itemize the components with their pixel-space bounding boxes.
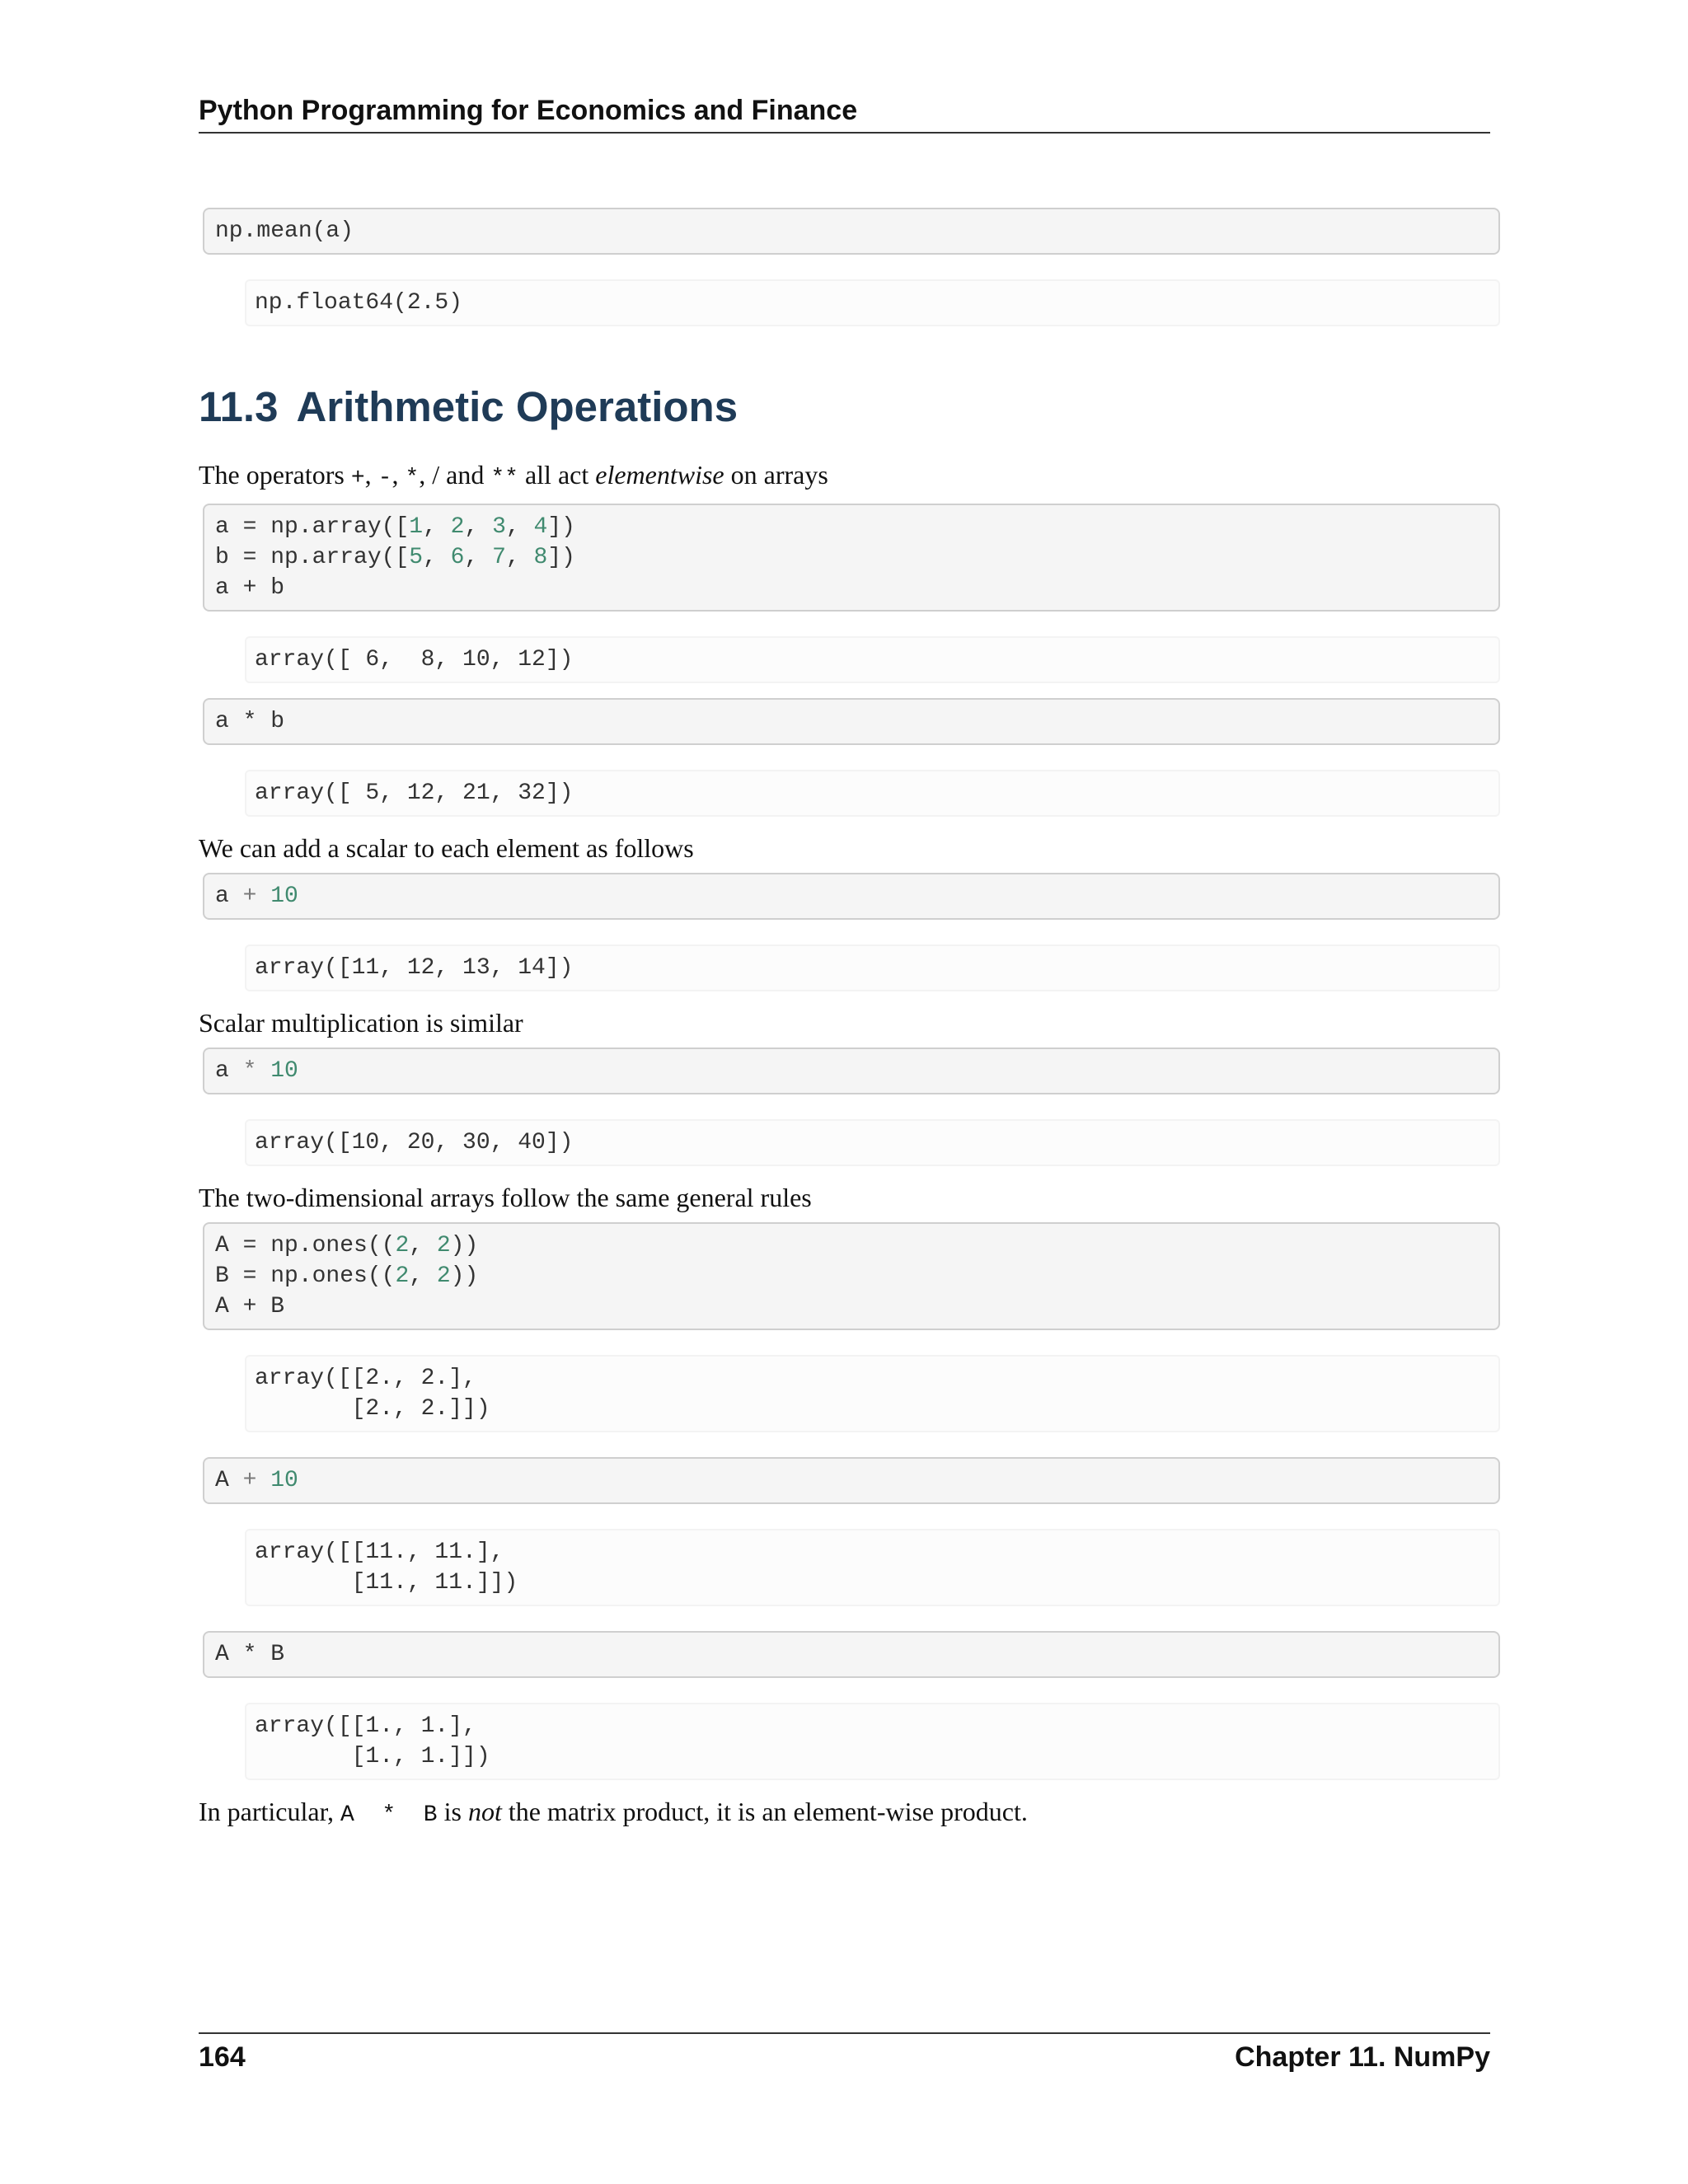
code-operator: * xyxy=(242,1058,257,1084)
code-number: 7 xyxy=(492,545,506,570)
section-title-text: Arithmetic Operations xyxy=(296,383,738,430)
code-output-scalar-add: array([11, 12, 13, 14]) xyxy=(245,944,1500,991)
para-text: on arrays xyxy=(724,460,828,490)
code-output-scalar-mult: array([10, 20, 30, 40]) xyxy=(245,1119,1500,1166)
code-output-mean: np.float64(2.5) xyxy=(245,279,1500,326)
code-token: )) xyxy=(450,1233,479,1258)
code-number: 1 xyxy=(409,514,424,540)
code-operator: + xyxy=(242,1468,257,1493)
para-text: , xyxy=(392,460,406,490)
code-input-product[interactable]: a * b xyxy=(203,698,1500,745)
code-number: 10 xyxy=(270,1468,298,1493)
code-token: A = np.ones(( xyxy=(215,1233,396,1258)
chapter-label: Chapter 11. NumPy xyxy=(1235,2041,1490,2073)
code-token: a + b xyxy=(215,575,285,601)
code-token: ]) xyxy=(547,545,575,570)
page-content xyxy=(199,208,1500,1832)
paragraph-operators xyxy=(199,458,1500,495)
code-number: 2 xyxy=(436,1233,451,1258)
para-text: , xyxy=(364,460,378,490)
code-output-ones-sum: array([[2., 2.], [2., 2.]]) xyxy=(245,1355,1500,1432)
code-output-sum: array([ 6, 8, 10, 12]) xyxy=(245,636,1500,683)
code-token: a = np.array([ xyxy=(215,514,410,540)
code-token: a xyxy=(215,1058,229,1084)
code-output-matrix-product: array([[1., 1.], [1., 1.]]) xyxy=(245,1703,1500,1780)
code-output-product: array([ 5, 12, 21, 32]) xyxy=(245,770,1500,817)
code-token: a xyxy=(215,883,229,909)
code-operator: + xyxy=(242,883,257,909)
code-input-scalar-add[interactable] xyxy=(203,873,1500,920)
page-number: 164 xyxy=(199,2041,246,2073)
section-number: 11.3 xyxy=(199,383,279,430)
power-operator: ** xyxy=(490,466,518,491)
inline-code: A * B xyxy=(340,1802,438,1828)
code-token: ]) xyxy=(547,514,575,540)
code-token: )) xyxy=(450,1263,479,1289)
para-text: The operators xyxy=(199,460,351,490)
running-footer xyxy=(199,2032,1490,2075)
code-input-ones[interactable]: A = np.ones((2, 2)) B = np.ones((2, 2)) A + B xyxy=(203,1222,1500,1330)
code-number: 4 xyxy=(533,514,548,540)
code-input-arrays[interactable]: a = np.array([1, 2, 3, 4]) b = np.array([5, 6, 7, 8]) a + b xyxy=(203,504,1500,612)
code-number: 6 xyxy=(450,545,465,570)
para-emphasis: not xyxy=(467,1797,502,1826)
paragraph-two-dim: The two-dimensional arrays follow the same general rules xyxy=(199,1183,812,1212)
code-number: 5 xyxy=(409,545,424,570)
para-text: , / and xyxy=(419,460,491,490)
minus-operator: - xyxy=(377,466,392,491)
code-number: 2 xyxy=(395,1233,410,1258)
code-number: 10 xyxy=(270,1058,298,1084)
para-text: is xyxy=(437,1797,468,1826)
paragraph-scalar-add: We can add a scalar to each element as follows xyxy=(199,833,694,863)
code-number: 8 xyxy=(533,545,548,570)
code-number: 2 xyxy=(450,514,465,540)
code-output-matrix-scalar: array([[11., 11.], [11., 11.]]) xyxy=(245,1529,1500,1606)
code-token: A xyxy=(215,1468,229,1493)
code-token: b = np.array([ xyxy=(215,545,410,570)
paragraph-elementwise-note xyxy=(199,1795,1500,1832)
para-text: the matrix product, it is an element-wise product. xyxy=(501,1797,1028,1826)
para-emphasis: elementwise xyxy=(595,460,724,490)
code-input-scalar-mult[interactable] xyxy=(203,1047,1500,1094)
code-token: A + B xyxy=(215,1294,285,1319)
running-header: Python Programming for Economics and Finance xyxy=(199,92,1490,134)
para-text: all act xyxy=(518,460,596,490)
code-number: 3 xyxy=(492,514,506,540)
code-input-mean[interactable]: np.mean(a) xyxy=(203,208,1500,255)
plus-operator: + xyxy=(350,466,365,491)
code-number: 10 xyxy=(270,883,298,909)
code-number: 2 xyxy=(395,1263,410,1289)
section-title xyxy=(199,382,1500,432)
para-text: In particular, xyxy=(199,1797,340,1826)
code-token: B = np.ones(( xyxy=(215,1263,396,1289)
times-operator: * xyxy=(405,466,420,491)
code-input-matrix-product[interactable]: A * B xyxy=(203,1631,1500,1678)
code-input-matrix-scalar[interactable] xyxy=(203,1457,1500,1504)
code-number: 2 xyxy=(436,1263,451,1289)
paragraph-scalar-mult: Scalar multiplication is similar xyxy=(199,1008,523,1038)
